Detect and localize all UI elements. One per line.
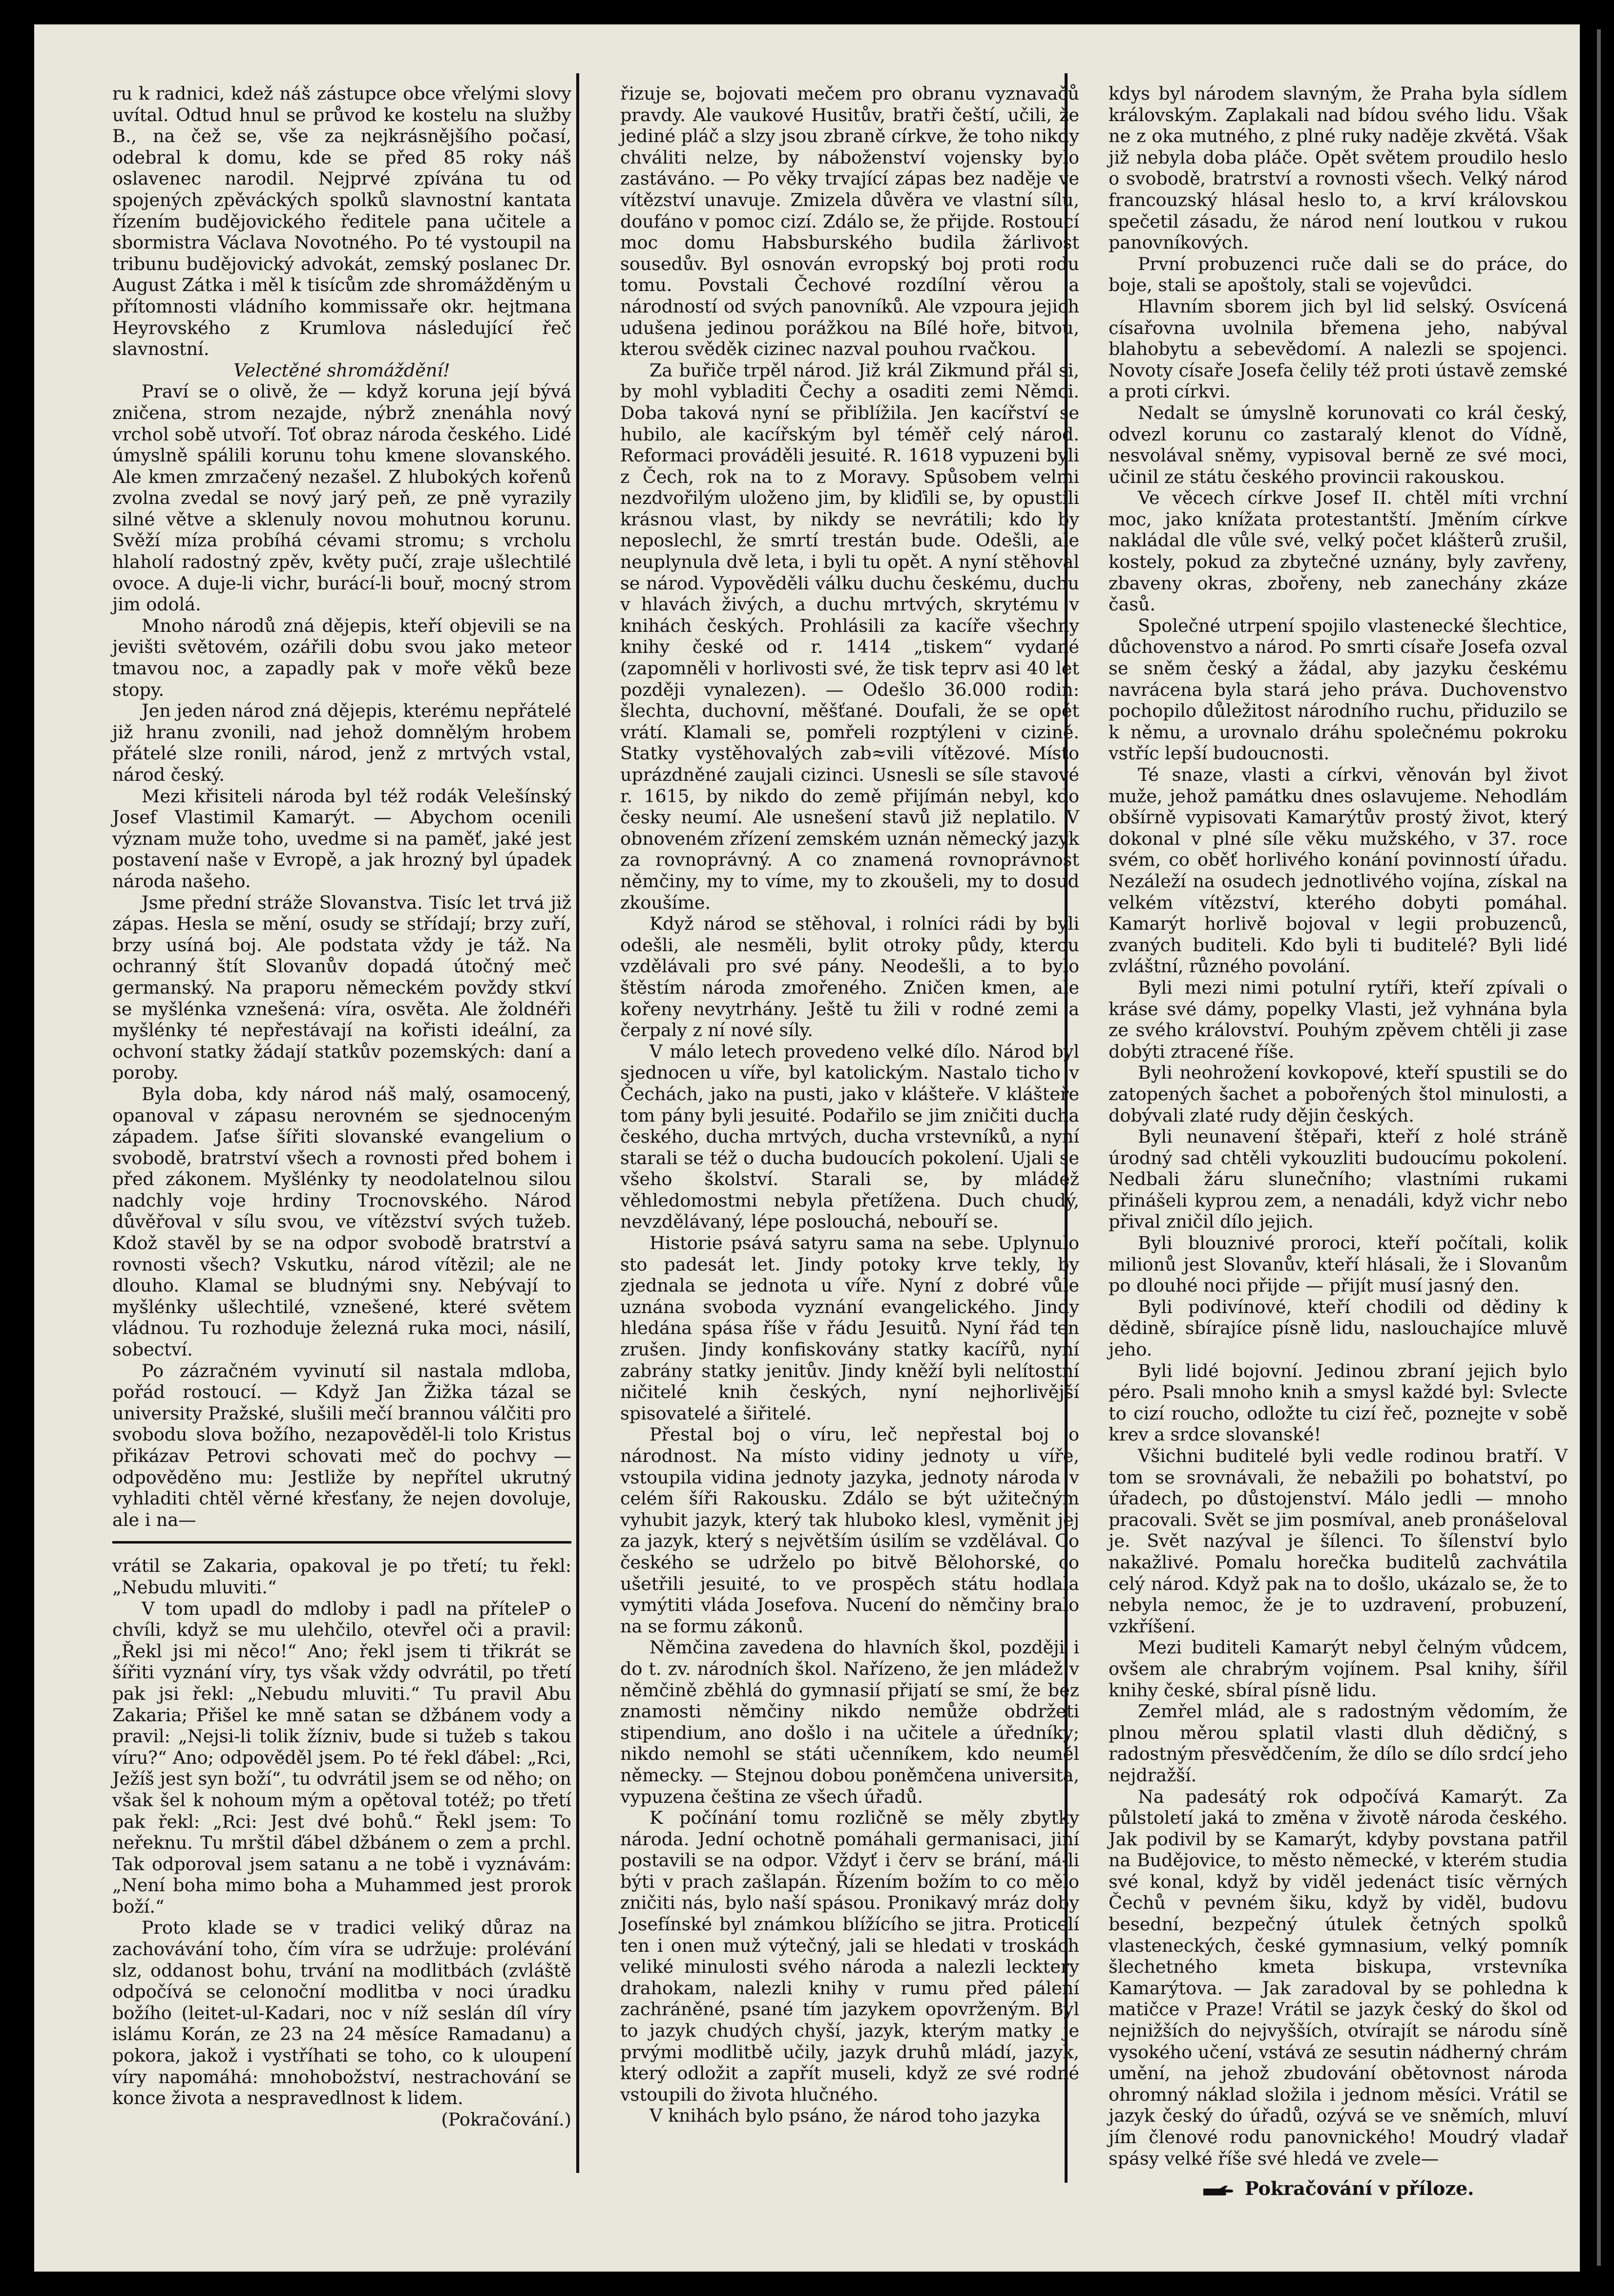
column-1 (112, 83, 571, 2168)
continuation-note (1109, 2178, 1568, 2199)
paragraph: V málo letech provedeno velké dílo. Národ byl sjednocen u víře, byl katolickým. Nastalo ticho v Čechách, jako na pusti, jako v klášteře. V klášteře tom pány byli jesuité. Podařilo se jim zničiti ducha českého, ducha mrtvých, ducha vrstevníků, a nyní starali se též o ducha budoucích pokolení. Ujali se všeho školství. Starali se, by mládež věhledomostmi nebyla přetížena. Duch chudý, nevzdělávaný, lépe poslouchá, nebouří se. (620, 1041, 1079, 1232)
paragraph: Hlavním sborem jich byl lid selský. Osvícená císařovna uvolnila břemena jeho, nabýval blahobytu a sebevědomí. A nalezli se spojenci. Novoty císaře Josefa čelily též proti ústavě zemské a proti církvi. (1109, 295, 1568, 402)
paragraph: ru k radnici, kdež náš zástupce obce vřelými slovy uvítal. Odtud hnul se průvod ke kostelu na služby B., na čež se, vše za nejkrásnějšího počasí, odebral k domu, kde se před 85 roky náš oslavenec narodil. Nejprvé zpívána tu od spojených zpěváckých spolků slavnostní kantata řízením budějovického ředitele pana učitele a sbormistra Václava Novotného. Po té vystoupil na tribunu budějovický advokát, zemský poslanec Dr. August Zátka i měl k tisícům zde shromážděným u přítomnosti vládního kommissaře okr. hejtmana Heyrovského z Krumlova následující řeč slavnostní. (112, 83, 571, 360)
paragraph: řizuje se, bojovati mečem pro obranu vyznavačů pravdy. Ale vaukové Husitův, bratři čeští, učili, že jediné pláč a slzy jsou zbraně církve, že toho nikdy chváliti nelze, by náboženství vojensky bylo zastáváno. — Po věky trvající zápas bez naděje ve vítězství unavuje. Zmizela důvěra ve vlastní sílu, doufáno v pomoc cizí. Zdálo se, že přijde. Rostoucí moc domu Habsburského budila žárlivost sousedův. Byl osnován evropský boj proti rodu tomu. Povstali Čechové rozdílní věrou a národností od svých panovníků. Ale vzpoura jejich udušena jedinou porážkou na Bílé hoře, bitvou, kterou svěděk cizinec nazval pouhou rvačkou. (620, 83, 1079, 360)
paragraph: Byli mezi nimi potulní rytíři, kteří zpívali o kráse své dámy, popelky Vlasti, jež vyhnána byla ze svého království. Pouhým zpěvem chtěli ji zase dobýti ztracené říše. (1109, 977, 1568, 1062)
article-separator (112, 1541, 571, 1544)
paragraph: V knihách bylo psáno, že národ toho jazyka (650, 2105, 1041, 2127)
paragraph: Byla doba, kdy národ náš malý, osamocený, opanoval v zápasu nerovném se sjednoceným západem. Jaťse šířiti slovanské evangelium o svobodě, bratrství všech a rovnosti před bohem i před zákonem. Myšlénky ty neodolatelnou silou nadchly voje hrdiny Trocnovského. Národ důvěřoval v sílu svou, ve vítězství svých tužeb. Kdož stavěl by se na odpor svobodě bratrství a rovnosti všech? Vskutku, národ vítězil; ale ne dlouho. Klamal se bludnými sny. Nebývají to myšlénky ušlechtilé, vznešené, které světem vládnou. Tu rozhoduje železná ruka moci, násilí, sobectví. (112, 1083, 571, 1360)
column-2 (620, 83, 1079, 2168)
paragraph: Nedalt se úmyslně korunovati co král český, odvezl korunu co zastaralý klenot do Vídně, nesvolával sněmy, vypisoval berně ze své moci, učinil ze státu českého provincii rakouskou. (1109, 402, 1568, 487)
paragraph: V tom upadl do mdloby i padl na příteleP o chvíli, když se mu ulehčilo, otevřel oči a pravil: „Řekl jsi mi něco!“ Ano; řekl jsem ti třikrát se šířiti vyznání víry, tys však vždy odvrátil, po třetí pak jsi řekl: „Nebudu mluviti.“ Tu pravil Abu Zakaria; Přišel ke mně satan se džbánem vody a pravil: „Nejsi-li tolik žízniv, bude si tužeb s takou víru?“ Ano; odpověděl jsem. Po té řekl ďábel: „Rci, Ježíš jest syn boží“, tu odvrátil jsem se od něho; on však šel k nohoum mým a opětoval totéž; po třetí pak řekl: „Rci: Jest dvé bohů.“ Řekl jsem: To neřeknu. Tu mrštil ďábel džbánem o zem a prchl. Tak odporoval jsem satanu a ne tobě i vyznávám: „Není boha mimo boha a Muhammed jest prorok boží.“ (112, 1598, 571, 1917)
paragraph: Byli neohrožení kovkopové, kteří spustili se do zatopených šachet a pobořených štol minulosti, a dobývali zlaté rudy dějin českých. (1109, 1062, 1568, 1126)
paragraph: Byli lidé bojovní. Jedinou zbraní jejich bylo péro. Psali mnoho knih a smysl každé byl: Svlecte to cizí roucho, odložte tu cizí řeč, poznejte v sobě krev a srdce slovanské! (1109, 1360, 1568, 1445)
paragraph: Mnoho národů zná dějepis, kteří objevili se na jevišti světovém, ozářili dobu svou jako meteor tmavou noc, a zapadly pak v moře věků beze stopy. (112, 615, 571, 700)
edge-mark (1597, 29, 1601, 2266)
paragraph: kdys byl národem slavným, že Praha byla sídlem královským. Zaplakali nad bídou svého lidu. Však ne z oka mutného, z plné ruky naděje zkvětá. Však již nebyla doba pláče. Opět světem proudilo heslo o svobodě, bratrství a rovnosti všech. Velký národ francouzský hlásal heslo to, a krví královskou spečetil zásadu, že národ není loutkou v rukou panovníkových. (1109, 83, 1568, 253)
paragraph: Jsme přední stráže Slovanstva. Tisíc let trvá již zápas. Hesla se mění, osudy se střídají; brzy zuří, brzy usíná boj. Ale podstata vždy je táž. Na ochranný štít Slovanův dopadá útočný meč germanský. Na praporu německém povždy stkví se myšlénka vznešená: víra, osvěta. Ale žoldnéři myšlénky té nepřestávají na kořisti ideální, za ochvoní statky žádají statkův pozemských: daní a poroby. (112, 892, 571, 1084)
paragraph: Po zázračném vyvinutí sil nastala mdloba, pořád rostoucí. — Když Jan Žižka tázal se university Pražské, slušili mečí brannou válčiti pro svobodu slova božího, nezapověděl-li tolo Kristus přikázav Petrovi schovati meč do pochvy — odpověděno mu: Jestliže by nepřítel ukrutný vyhladiti chtěl věrné křesťany, že nejen dovoluje, ale i na— (112, 1360, 571, 1530)
column-rule-left (576, 73, 579, 2173)
paragraph: Na padesátý rok odpočívá Kamarýt. Za půlstoletí jaká to změna v životě národa českého. Jak podivil by se Kamarýt, kdyby povstana patřil na Budějovice, to město německé, v kterém studia své konal, když by viděl jedenáct tisíc věrných Čechů v pevném šiku, když by viděl, budovu besední, bezpečný útulek četných spolků vlasteneckých, české gymnasium, velký pomník šlechetného kmeta biskupa, vrstevníka Kamarýtova. — Jak zaradoval by se pohledna k matičce v Praze! Vrátil se jazyk český do škol od nejnižších do nejvyšších, otvírajít se národu síně vysokého učení, vstává ze sesutin nádherný chrám umění, na jehož zbudování obětovnost národa ohromný náklad složila i jednom měsíci. Vrátil se jazyk český do úřadů, ozývá se ve sněmích, mluví jím členové rodu panovnického! Moudrý vladař spásy velké říše své hledá ve zvele— (1109, 1786, 1568, 2169)
paragraph: Němčina zavedena do hlavních škol, později i do t. zv. národních škol. Nařízeno, že jen mládež v němčině zběhlá do gymnasií přijatí se smí, že bez znamosti němčiny nikdo nemůže obdržeti stipendium, ano došlo i na učitele a úředníky; nikdo nemohl se státi učenníkem, kdo neuměl německy. — Stejnou dobou poněmčena universita, vypuzena čeština ze všech úřadů. (620, 1637, 1079, 1807)
paragraph: Byli neunavení štěpaři, kteří z holé stráně úrodný sad chtěli vykouzliti budoucímu pokolení. Nedbali žáru slunečního; vlastními rukami přinášeli kyprou zem, a nenadáli, když vichr nebo přival zničil dílo jejich. (1109, 1126, 1568, 1232)
paragraph: Proto klade se v tradici veliký důraz na zachovávání toho, čím víra se udržuje: prolévání slz, oddanost bohu, trvání na modlitbách (zvláště odpočívá se celonoční modlitba v noci úradku božího (leitet-ul-Kadari, noc v níž seslán díl víry islámu Korán, ze 23 na 24 měsíce Ramadanu) a pokora, jakož i vystříhati se toho, co k uloupení víry napomáhá: mnohobožství, nestrachování se konce života a nespravedlnost k lidem. (112, 1917, 571, 2109)
column-3 (1109, 83, 1568, 2200)
paragraph: První probuzenci ruče dali se do práce, do boje, stali se apoštoly, stali se vojevůdci. (1109, 253, 1568, 296)
paragraph: Historie psává satyru sama na sebe. Uplynulo sto padesát let. Jindy potoky krve tekly, by zjednala se jednota u víře. Nyní z dobré vůle uznána svoboda vyznání evangelického. Jindy hledána spása říše v řádu Jesuitů. Nyní řád ten zrušen. Jindy konfiskovány statky kacířů, nyní zabrány statky jenitův. Jindy kněží byli nelítostní ničitelé knih českých, nyní nejhorlivější spisovatelé a šiřitelé. (620, 1232, 1079, 1424)
paragraph: Byli podivínové, kteří chodili od dědiny k dědině, sbírajíce písně lidu, naslouchajíce mluvě jeho. (1109, 1296, 1568, 1360)
paragraph: Zemřel mlád, ale s radostným vědomím, že plnou měrou splatil vlasti dluh dědičný, s radostným přesvědčením, že dílo se dílo srdcí jeho nejdražší. (1109, 1701, 1568, 1786)
continuation-text: Pokračování v příloze. (1244, 2177, 1474, 2200)
speech-salutation: Velectěné shromáždění! (233, 359, 450, 381)
to-be-continued: (Pokračování.) (441, 2108, 571, 2130)
paragraph: Mezi křisiteli národa byl též rodák Velešínský Josef Vlastimil Kamarýt. — Abychom ocenili význam muže toho, uvedme si na paměť, jaké jest postavení naše v Evropě, a jak hrozný byl úpadek národa našeho. (112, 785, 571, 892)
paragraph: vrátil se Zakaria, opakoval je po třetí; tu řekl: „Nebudu mluviti.“ (112, 1555, 571, 1598)
paragraph: Té snaze, vlasti a církvi, věnován byl život muže, jehož památku dnes oslavujeme. Nehodlám obšírně vypisovati Kamarýtův prostý život, který dokonal v plné síle věku mužského, v 37. roce svém, co oběť horlivého konání povinností úřadu. Nezáleží na osudech jednotlivého vojína, získal na velkém vítězství, kterého dobyti pomáhal. Kamarýt horlivě bojoval v legii probuzenců, zvaných buditeli. Kdo byli ti buditelé? Byli lidé zvláštní, různého povolání. (1109, 764, 1568, 977)
paragraph: Když národ se stěhoval, i rolníci rádi by byli odešli, ale nesměli, bylit otroky půdy, kterou vzdělávali pro své pány. Neodešli, a to bylo štěstím národa zmořeného. Zničen kmen, ale kořeny nevytrhány. Ještě tu žili v rodné zemi a čerpaly z ní nové síly. (620, 913, 1079, 1041)
paragraph: Společné utrpení spojilo vlastenecké šlechtice, důchovenstvo a národ. Po smrti císaře Josefa ozval se sněm český a žádal, aby jazyku českému navrácena byla stará jeho práva. Duchovenstvo pochopilo důležitost národního ruchu, přiduzilo se k němu, a urovnalo dráhu společnému pokroku vstříc lepší budoucnosti. (1109, 615, 1568, 764)
newspaper-page (34, 24, 1580, 2272)
paragraph: Všichni buditelé byli vedle rodinou bratří. V tom se srovnávali, že nebažili po bohatství, po úřadech, po důstojenství. Málo jedli — mnoho pracovali. Svět se jim posmíval, aneb pronášeloval je. Svět nazýval je šílenci. To šílenství bylo nakažlivé. Pomalu horečka buditelů zachvátila celý národ. Když pak na to došlo, ukázalo se, že to nebyla nemoc, že je to uzdravení, probuzení, vzkříšení. (1109, 1445, 1568, 1637)
paragraph: Přestal boj o víru, leč nepřestal boj o národnost. Na místo vidiny jednoty u víře, vstoupila vidina jednoty jazyka, jednoty národa v celém šíři Rakousku. Zdálo se být užitečným vyhubit jazyk, který tak hluboko klesl, vyměnit jej za jazyk, který s největším úsilím se vzdělával. Co českého se udrželo po bitvě Bělohorské, co ušetřili jesuité, to ve prospěch státu hodlala vymýtiti vláda Josefova. Nucení do němčiny bralo na se formu zákonů. (620, 1424, 1079, 1637)
pointing-hand-icon (1202, 2185, 1234, 2196)
paragraph: Jen jeden národ zná dějepis, kterému nepřátelé již hranu zvonili, nad jehož domnělým hrobem přátelé slze ronili, národ, jenž z mrtvých vstal, národ český. (112, 700, 571, 785)
paragraph: K počínání tomu rozličně se měly zbytky národa. Jední ochotně pomáhali germanisaci, jiní postavili se na odpor. Vždyť i červ se brání, má-li býti v prach zašlapán. Řízením božím to co mělo zničiti nás, bylo naší spásou. Pronikavý mráz doby Josefínské byl známkou blížícího se jitra. Proticelí ten i onen muž výtečný, jali se hledati v troskách veliké minulosti svého národa a nalezli lecktery drahokam, nalezli knihy v rumu před pálení zachráněné, psané tím jazykem opovrženým. Byl to jazyk chudých chyší, jazyk, kterým matky je prvými modlitbě učily, jazyk druhů mládí, jazyk, který odložit a zapřít museli, když ze své rodné vstoupili do života hlučného. (620, 1807, 1079, 2105)
paragraph: Za buřiče trpěl národ. Již král Zikmund přál si, by mohl vybladiti Čechy a osaditi zemi Němci. Doba taková nyní se přiblížila. Jen kacířství se hubilo, ale kacířským byl téměř celý národ. Reformaci prováděli jesuité. R. 1618 vypuzeni byli z Čech, rok na to z Moravy. Spůsobem velmi nezdvořilým uloženo jim, by kliďili se, by opustili krásnou vlast, by nikdy se nevrátili; kdo by neposlechl, že smrtí trestán bude. Odešli, ale neuplynula dvě leta, i byli tu opět. A nyní stěhoval se národ. Vypověděli válku duchu českému, duchu v hlavách živých, a duchu mrtvých, skrytému v knihách českých. Prohlásili za kacíře všechny knihy české od r. 1414 „tiskem“ vydané (zapomněli v horlivosti své, že tisk teprv asi 40 let později vynalezen). — Odešlo 36.000 rodin: šlechta, duchovní, měšťané. Doufali, že se opět vrátí. Klamali se, pomřeli rozptýleni v cizině. Statky vystěhovalých zab≈vili vítězové. Místo uprázdněné zaujali cizinci. Usnesli se síle stavové r. 1615, by nikdo do země přijímán nebyl, kdo česky neumí. Ale usnešení stavů již neplatilo. V obnoveném zřízení zemském uznán německý jazyk za rovnoprávný. A co znamená rovnoprávnost němčiny, my to víme, my to zkoušeli, my to dosud zkoušíme. (620, 359, 1079, 913)
paragraph: Byli blouznivé proroci, kteří počítali, kolik milionů jest Slovanův, kteří hlásali, že i Slovanům po dlouhé noci přijde — přijít musí jasný den. (1109, 1232, 1568, 1296)
paragraph: Ve věcech církve Josef II. chtěl míti vrchní moc, jako knížata protestantští. Jměním církve nakládal dle vůle své, velký počet klášterů zrušil, kostely, pokud za zbytečné uznány, byly zavřeny, zbaveny okras, zbořeny, neb zanechány zkáze časů. (1109, 487, 1568, 615)
paragraph: Praví se o olivě, že — když koruna její bývá zničena, strom nezajde, nýbrž znenáhla nový vrchol sobě utvoří. Toť obraz národa českého. Lidé úmyslně spálili korunu tohu kmene slovanského. Ale kmen zmrzačený nezašel. Z hlubokých kořenů zvolna zvedal se nový jarý peň, ze pně vyrazily silné větve a sklenuly novou mohutnou korunu. Svěží míza probíhá cévami stromu; s vrcholu hlaholí radostný zpěv, květy pučí, zraje ušlechtilé ovoce. A duje-li vichr, burácí-li bouř, mocný strom jim odolá. (112, 381, 571, 615)
paragraph: Mezi buditeli Kamarýt nebyl čelným vůdcem, ovšem ale chrabrým vojínem. Psal knihy, šířil knihy české, sbíral písně lidu. (1109, 1637, 1568, 1701)
